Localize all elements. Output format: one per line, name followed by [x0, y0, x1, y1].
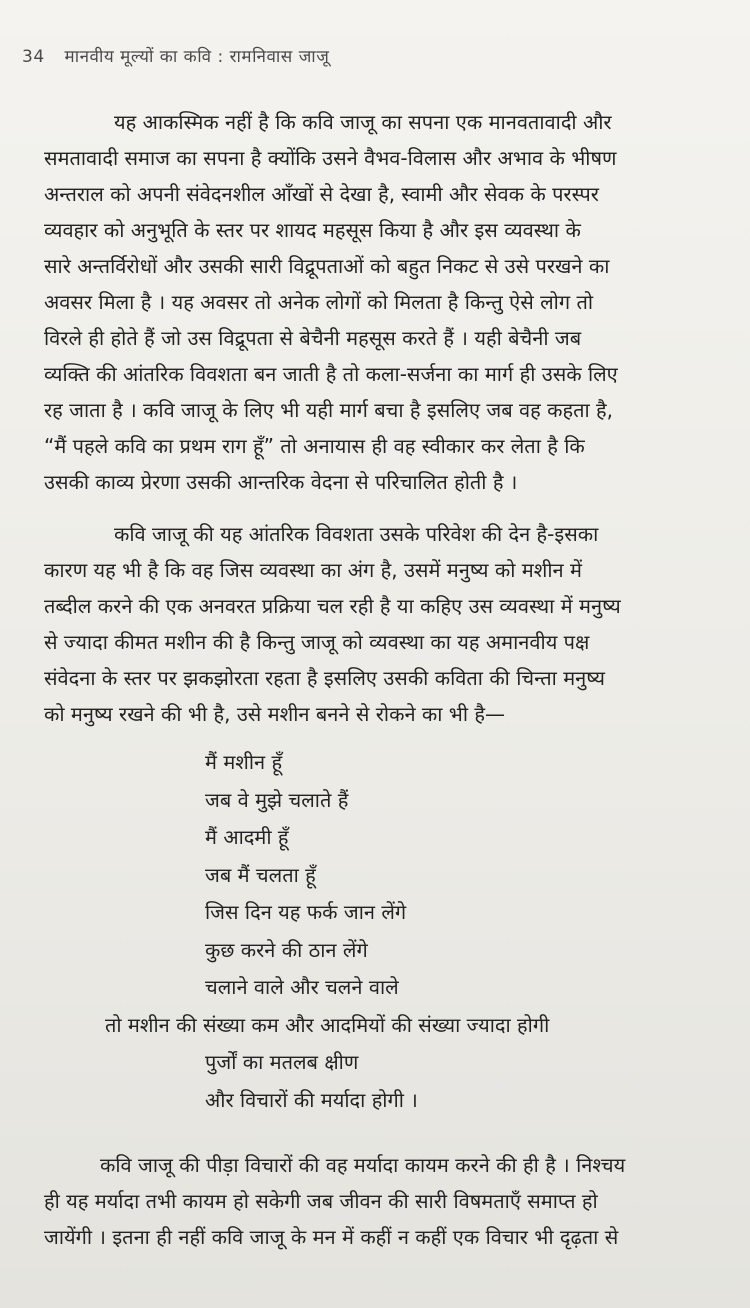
running-header: [22, 44, 329, 67]
text-line: जायेंगी । इतना ही नहीं कवि जाजू के मन में कहीं न कहीं एक विचार भी दृढ़ता से: [44, 1225, 619, 1249]
text-line: अवसर मिला है । यह अवसर तो अनेक लोगों को मिलता है किन्तु ऐसे लोग तो: [44, 290, 594, 314]
text-line: संवेदना के स्तर पर झकझोरता रहता है इसलिए उसकी कविता की चिन्ता मनुष्य: [44, 666, 605, 690]
text-line: विरले ही होते हैं जो उस विद्रूपता से बेचैनी महसूस करते हैं । यही बेचैनी जब: [44, 326, 582, 350]
text-line: समतावादी समाज का सपना है क्योंकि उसने वैभव-विलास और अभाव के भीषण: [44, 146, 617, 170]
poem-line: और विचारों की मर्यादा होगी ।: [205, 1087, 418, 1112]
paragraph-1: [44, 104, 722, 500]
running-title: मानवीय मूल्यों का कवि : रामनिवास जाजू: [64, 47, 330, 67]
text-line: को मनुष्य रखने की भी है, उसे मशीन बनने से रोकने का भी है—: [44, 702, 506, 726]
text-line: ही यह मर्यादा तभी कायम हो सकेगी जब जीवन की सारी विषमताएँ समाप्त हो: [44, 1189, 598, 1213]
poem-line: मैं आदमी हूँ: [205, 825, 289, 849]
poem-line: तो मशीन की संख्या कम और आदमियों की संख्या ज्यादा होगी: [105, 1012, 550, 1037]
text-line: कवि जाजू की यह आंतरिक विवशता उसके परिवेश की देन है-इसका: [114, 522, 599, 546]
paragraph-3: [44, 1147, 722, 1255]
text-line: कारण यह भी है कि वह जिस व्यवस्था का अंग है, उसमें मनुष्य को मशीन में: [44, 558, 582, 582]
paragraph-2: [44, 516, 722, 732]
poem-block: [105, 744, 550, 1119]
page-number: 34: [22, 47, 45, 67]
text-line: कवि जाजू की पीड़ा विचारों की वह मर्यादा कायम करने की ही है । निश्चय: [100, 1153, 626, 1177]
poem-line: मैं मशीन हूँ: [205, 750, 283, 774]
text-line: व्यक्ति की आंतरिक विवशता बन जाती है तो कला-सर्जना का मार्ग ही उसके लिए: [44, 362, 618, 386]
text-line: सारे अन्तर्विरोधों और उसकी सारी विद्रूपताओं को बहुत निकट से उसे परखने का: [44, 254, 610, 278]
text-line: “मैं पहले कवि का प्रथम राग हूँ” तो अनायास ही वह स्वीकार कर लेता है कि: [44, 434, 585, 458]
poem-line: जब मैं चलता हूँ: [205, 862, 316, 887]
poem-line: पुर्जों का मतलब क्षीण: [205, 1050, 359, 1074]
text-line: से ज्यादा कीमत मशीन की है किन्तु जाजू को व्यवस्था का यह अमानवीय पक्ष: [44, 630, 590, 654]
text-line: तब्दील करने की एक अनवरत प्रक्रिया चल रही है या कहिए उस व्यवस्था में मनुष्य: [44, 594, 621, 618]
text-line: उसकी काव्य प्रेरणा उसकी आन्तरिक वेदना से परिचालित होती है ।: [44, 470, 518, 494]
poem-line: जिस दिन यह फर्क जान लेंगे: [205, 900, 407, 924]
text-line: अन्तराल को अपनी संवेदनशील आँखों से देखा है, स्वामी और सेवक के परस्पर: [44, 182, 599, 206]
poem-line: जब वे मुझे चलाते हैं: [205, 787, 349, 812]
poem-line: चलाने वाले और चलने वाले: [205, 975, 399, 999]
text-line: रह जाता है । कवि जाजू के लिए भी यही मार्ग बचा है इसलिए जब वह कहता है,: [44, 398, 613, 422]
poem-line: कुछ करने की ठान लेंगे: [205, 937, 368, 962]
text-line: व्यवहार को अनुभूति के स्तर पर शायद महसूस किया है और इस व्यवस्था के: [44, 218, 581, 242]
text-line: यह आकस्मिक नहीं है कि कवि जाजू का सपना एक मानवतावादी और: [114, 110, 612, 134]
